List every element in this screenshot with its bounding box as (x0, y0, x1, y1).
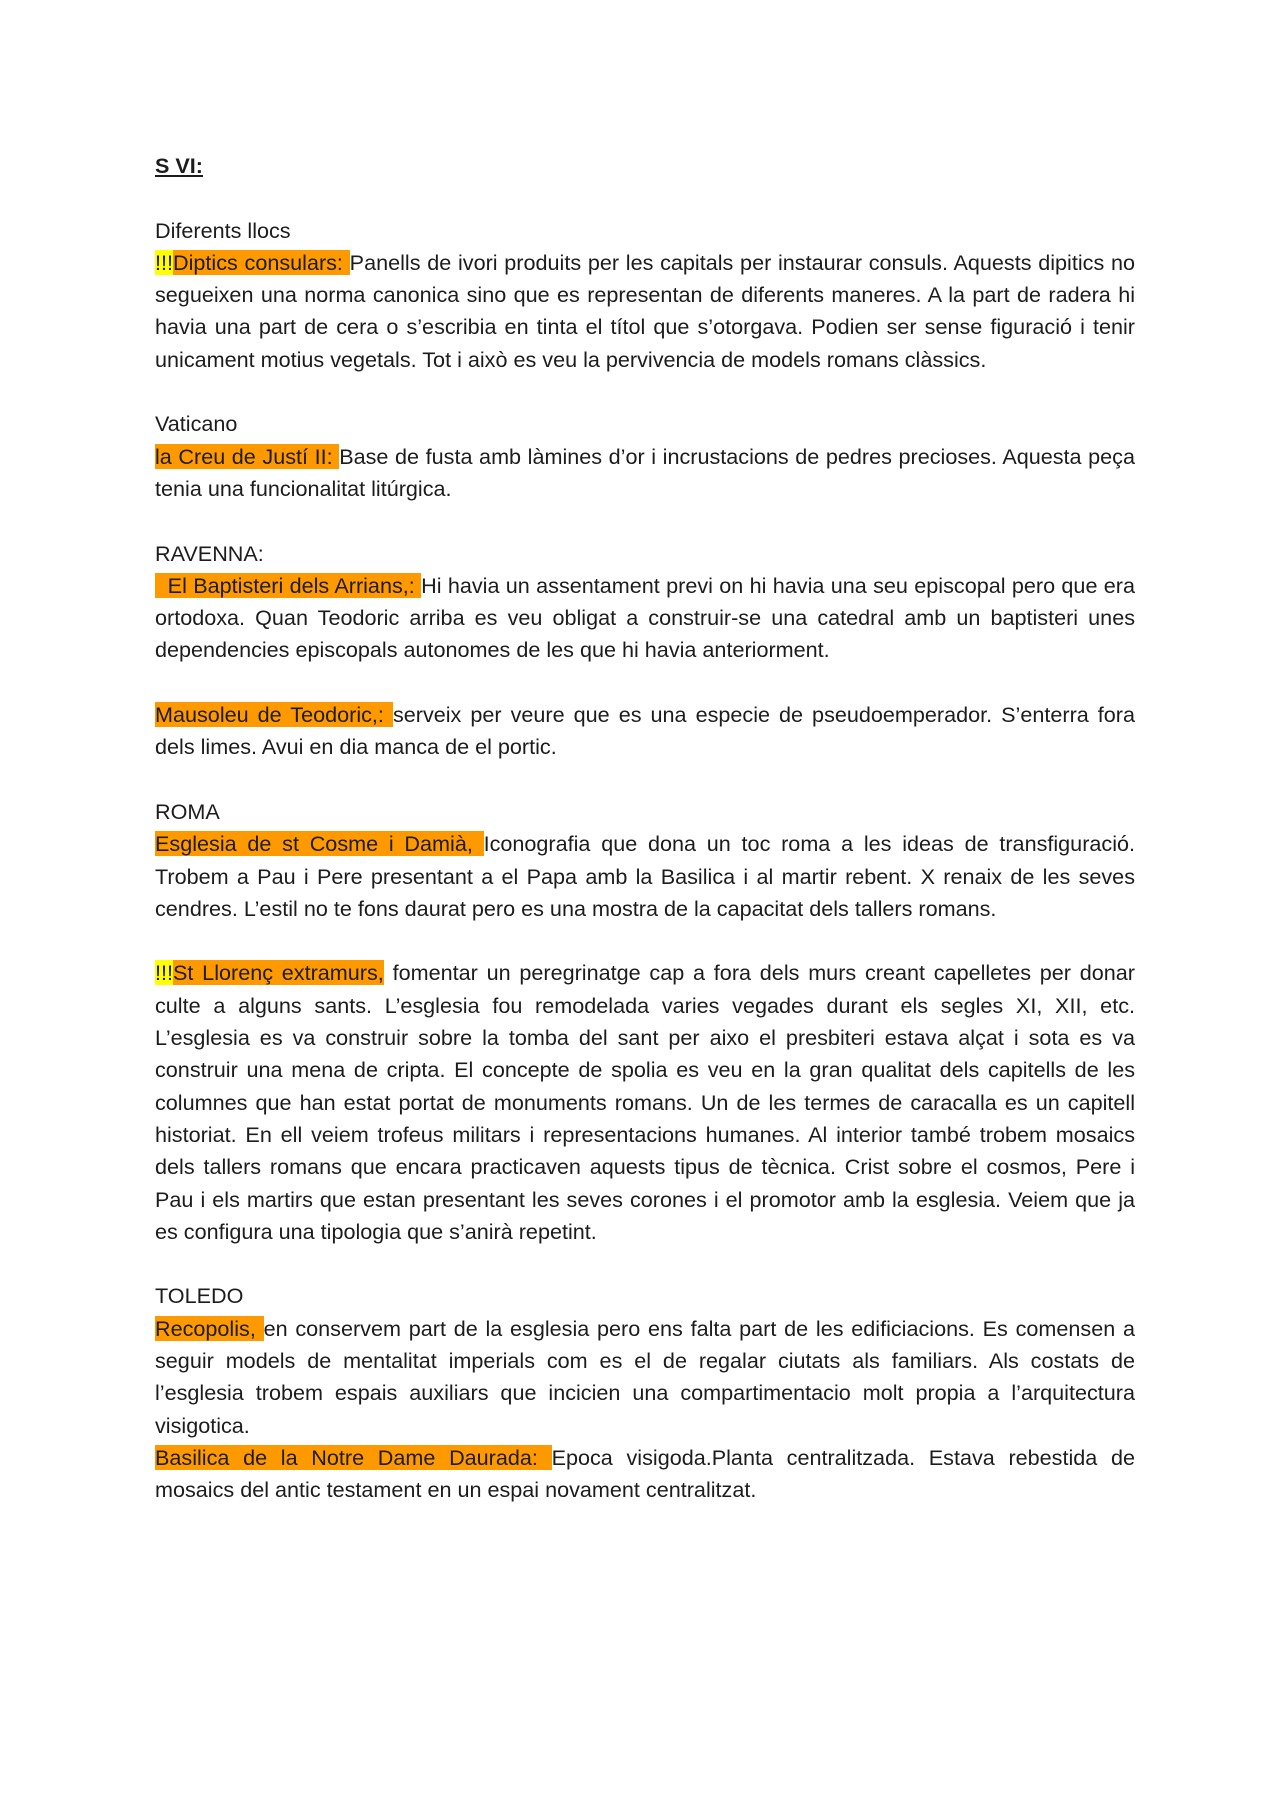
entry-mausoleu-teodoric (155, 699, 1135, 764)
entry-llorenc-extramurs (155, 957, 1135, 1248)
entry-title: El Baptisteri dels Arrians,: (155, 572, 422, 598)
entry-title: Mausoleu de Teodoric,: (155, 702, 393, 728)
entry-diptics-consulars (155, 247, 1135, 376)
entry-recopolis (155, 1313, 1135, 1442)
entry-text: Epoca visigoda.Planta centralitzada. Estava rebestida de mosaics del antic testament en un espai novament centralitzat. (155, 1444, 1136, 1503)
document-page (155, 150, 1135, 1506)
entry-title: Esglesia de st Cosme i Damià, (155, 831, 484, 857)
entry-creu-justi (155, 441, 1135, 506)
location-heading: Vaticano (155, 411, 238, 437)
entry-title: la Creu de Justí II: (155, 443, 340, 469)
importance-marker: !!! (155, 960, 173, 986)
entry-text: fomentar un peregrinatge cap a fora dels murs creant capelletes per donar culte a alguns sants. L’esglesia fou remodelada varies vegades durant els segles XI, XII, etc. L’esglesia es va construir sobre la tomba del sant per aixo el presbiteri estava alçat i sota es va construir una mena de cripta. El concepte de spolia es veu en la gran qualitat dels capitells de les columnes que han estat portat de monuments romans. Un de les termes de caracalla es un capitell historiat. En ell veiem trofeus militars i representacions humanes. Al interior també trobem mosaics dels tallers romans que encara practicaven aquests tipus de tècnica. Crist sobre el cosmos, Pere i Pau i els martirs que estan presentant les seves corones i el promotor amb la esglesia. Veiem que ja es configura una tipologia que s’anirà repetint. (155, 960, 1136, 1244)
entry-text: serveix per veure que es una especie de pseudoemperador. S’enterra fora dels limes. Avui en dia manca de el portic. (155, 702, 1136, 760)
location-heading: ROMA (155, 798, 220, 824)
entry-title: Basilica de la Notre Dame Daurada: (155, 1444, 552, 1470)
location-heading: TOLEDO (155, 1283, 244, 1309)
entry-text: Panells de ivori produits per les capitals per instaurar consuls. Aquests dipitics no segueixen una norma canonica sino que es representan de diferents maneres. A la part de radera hi havia una part de cera o s’escribia en tinta el títol que s’otorgava. Podien ser sense figuració i tenir unicament motius vegetals. Tot i això es veu la pervivencia de models romans clàssics. (155, 249, 1135, 372)
entry-cosme-damia (155, 828, 1135, 925)
entry-text: Base de fusta amb làmines d’or i incrustacions de pedres precioses. Aquesta peça tenia una funcionalitat litúrgica. (155, 443, 1135, 501)
entry-notre-dame-daurada (155, 1442, 1135, 1507)
entry-title: Diptics consulars: (173, 249, 350, 275)
importance-marker: !!! (155, 249, 173, 275)
entry-title: Recopolis, (155, 1315, 264, 1341)
entry-baptisteri-arrians (155, 570, 1135, 667)
entry-text: Iconografia que dona un toc roma a les ideas de transfiguració. Trobem a Pau i Pere presentant a el Papa amb la Basilica i al martir rebent. X renaix de les seves cendres. L’estil no te fons daurat pero es una mostra de la capacitat dels tallers romans. (155, 831, 1135, 921)
location-heading: Diferents llocs (155, 217, 291, 243)
entry-title: St Llorenç extramurs, (173, 960, 384, 986)
entry-text: Hi havia un assentament previ on hi havia una seu episcopal pero que era ortodoxa. Quan Teodoric arriba es veu obligat a construir-se una catedral amb un baptisteri unes dependencies episcopals autonomes de les que hi havia anteriorment. (155, 572, 1136, 663)
page-heading: S VI: (155, 153, 203, 178)
entry-text: en conservem part de la esglesia pero ens falta part de les edificiacions. Es comensen a seguir models de mentalitat imperials com es el de regalar ciutats als familiars. Als costats de l’esglesia trobem espais auxiliars que incicien una compartimentacio molt propia a l’arquitectura visigotica. (155, 1315, 1135, 1438)
location-heading: RAVENNA: (155, 540, 264, 566)
